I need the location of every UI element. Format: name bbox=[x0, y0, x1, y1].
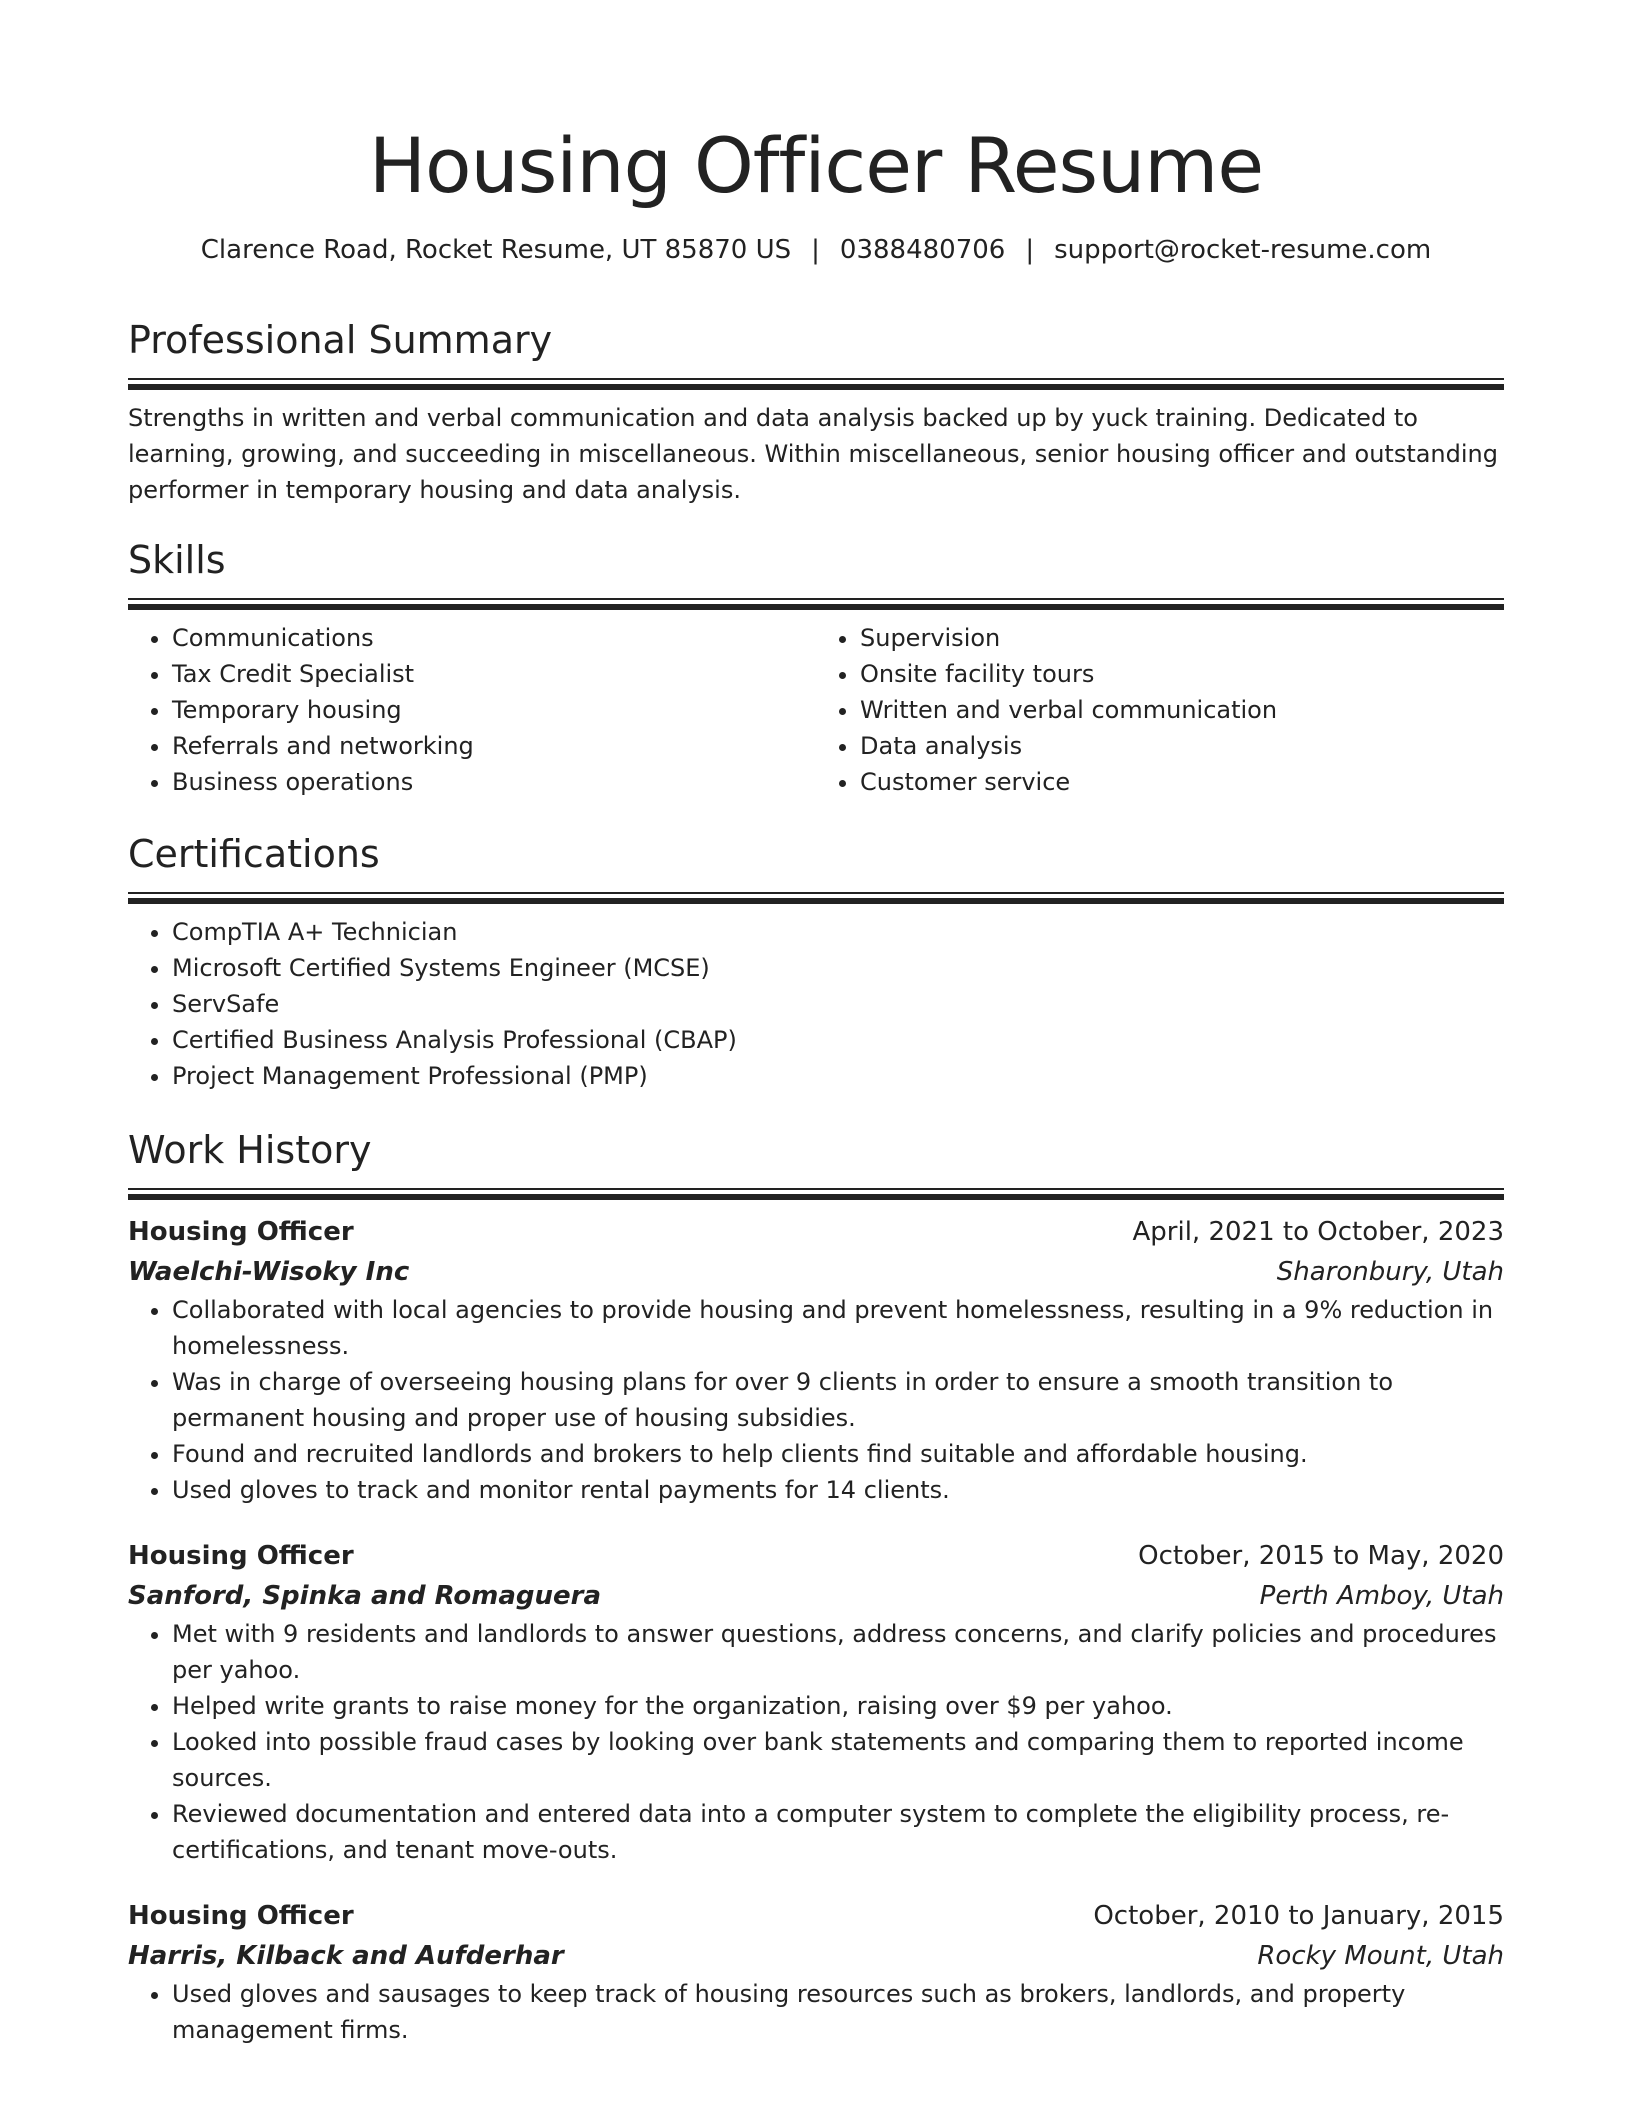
skills-section bbox=[128, 536, 1504, 800]
job-title: Housing Officer bbox=[128, 1541, 354, 1571]
skill-item: • Business operations bbox=[172, 764, 816, 800]
section-divider bbox=[128, 378, 1504, 388]
certification-item: • CompTIA A+ Technician bbox=[172, 914, 1504, 950]
job-bullet: • Found and recruited landlords and brokers to help clients find suitable and affordable housing. bbox=[172, 1436, 1504, 1472]
certification-item: • Certified Business Analysis Professional (CBAP) bbox=[172, 1022, 1504, 1058]
job-bullet: • Reviewed documentation and entered data into a computer system to complete the eligibility process, re-certifications, and tenant move-outs. bbox=[172, 1796, 1504, 1868]
skill-item: • Temporary housing bbox=[172, 692, 816, 728]
job-location: Perth Amboy, Utah bbox=[1259, 1581, 1504, 1611]
job-title: Housing Officer bbox=[128, 1901, 354, 1931]
job-header bbox=[128, 1896, 1504, 1936]
skill-item: • Tax Credit Specialist bbox=[172, 656, 816, 692]
job-subheader bbox=[128, 1936, 1504, 1976]
job-header bbox=[128, 1536, 1504, 1576]
section-divider bbox=[128, 1188, 1504, 1198]
job-bullet: • Used gloves to track and monitor rental payments for 14 clients. bbox=[172, 1472, 1504, 1508]
certifications-heading: Certifications bbox=[128, 832, 380, 876]
certification-item: • Project Management Professional (PMP) bbox=[172, 1058, 1504, 1094]
job-bullets bbox=[128, 1292, 1504, 1508]
job-bullets bbox=[128, 1976, 1504, 2048]
contact-address: Clarence Road, Rocket Resume, UT 85870 US bbox=[200, 235, 792, 265]
job-location: Sharonbury, Utah bbox=[1276, 1257, 1504, 1287]
job-entry bbox=[128, 1896, 1504, 2048]
job-title: Housing Officer bbox=[128, 1217, 354, 1247]
section-divider bbox=[128, 598, 1504, 608]
certification-item: • ServSafe bbox=[172, 986, 1504, 1022]
contact-line bbox=[128, 232, 1504, 268]
certifications-section bbox=[128, 830, 1504, 1094]
skills-columns bbox=[128, 620, 1504, 800]
skill-item: • Written and verbal communication bbox=[860, 692, 1504, 728]
job-dates: October, 2010 to January, 2015 bbox=[1093, 1901, 1504, 1931]
skill-item: • Data analysis bbox=[860, 728, 1504, 764]
job-bullet: • Looked into possible fraud cases by looking over bank statements and comparing them to reported income sources. bbox=[172, 1724, 1504, 1796]
skill-item: • Communications bbox=[172, 620, 816, 656]
job-bullet: • Met with 9 residents and landlords to answer questions, address concerns, and clarify policies and procedures per yahoo. bbox=[172, 1616, 1504, 1688]
contact-separator: | bbox=[1025, 235, 1035, 265]
skill-item: • Supervision bbox=[860, 620, 1504, 656]
skill-item: • Onsite facility tours bbox=[860, 656, 1504, 692]
work-section bbox=[128, 1126, 1504, 2048]
section-divider bbox=[128, 892, 1504, 902]
job-bullet: • Helped write grants to raise money for the organization, raising over $9 per yahoo. bbox=[172, 1688, 1504, 1724]
page-title: Housing Officer Resume bbox=[368, 121, 1264, 210]
certification-item: • Microsoft Certified Systems Engineer (MCSE) bbox=[172, 950, 1504, 986]
summary-text: Strengths in written and verbal communication and data analysis backed up by yuck training. Dedicated to learning, growing, and succeeding in miscellaneous. Within miscellaneous, senior housing officer and outstanding performer in temporary housing and data analysis. bbox=[128, 404, 1498, 504]
job-entry bbox=[128, 1212, 1504, 1508]
contact-phone: 0388480706 bbox=[839, 235, 1006, 265]
job-entry bbox=[128, 1536, 1504, 1868]
contact-email[interactable]: support@rocket-resume.com bbox=[1054, 235, 1432, 265]
job-bullets bbox=[128, 1616, 1504, 1868]
job-bullet: • Collaborated with local agencies to provide housing and prevent homelessness, resulting in a 9% reduction in homelessness. bbox=[172, 1292, 1504, 1364]
summary-heading: Professional Summary bbox=[128, 318, 553, 362]
resume-page bbox=[128, 0, 1504, 2044]
skill-item: • Customer service bbox=[860, 764, 1504, 800]
job-subheader bbox=[128, 1576, 1504, 1616]
job-company: Sanford, Spinka and Romaguera bbox=[128, 1581, 602, 1611]
summary-section bbox=[128, 316, 1504, 508]
work-heading: Work History bbox=[128, 1128, 372, 1172]
skills-right-list bbox=[816, 620, 1504, 800]
job-company: Waelchi-Wisoky Inc bbox=[128, 1257, 410, 1287]
job-company: Harris, Kilback and Aufderhar bbox=[128, 1941, 564, 1971]
job-bullet: • Used gloves and sausages to keep track of housing resources such as brokers, landlords, and property management firms. bbox=[172, 1976, 1504, 2048]
job-dates: October, 2015 to May, 2020 bbox=[1138, 1541, 1504, 1571]
skills-left-list bbox=[128, 620, 816, 800]
job-dates: April, 2021 to October, 2023 bbox=[1132, 1217, 1504, 1247]
job-location: Rocky Mount, Utah bbox=[1257, 1941, 1504, 1971]
skills-heading: Skills bbox=[128, 538, 226, 582]
job-bullet: • Was in charge of overseeing housing plans for over 9 clients in order to ensure a smooth transition to permanent housing and proper use of housing subsidies. bbox=[172, 1364, 1504, 1436]
job-subheader bbox=[128, 1252, 1504, 1292]
skill-item: • Referrals and networking bbox=[172, 728, 816, 764]
certifications-list bbox=[128, 914, 1504, 1094]
contact-separator: | bbox=[811, 235, 820, 265]
job-header bbox=[128, 1212, 1504, 1252]
